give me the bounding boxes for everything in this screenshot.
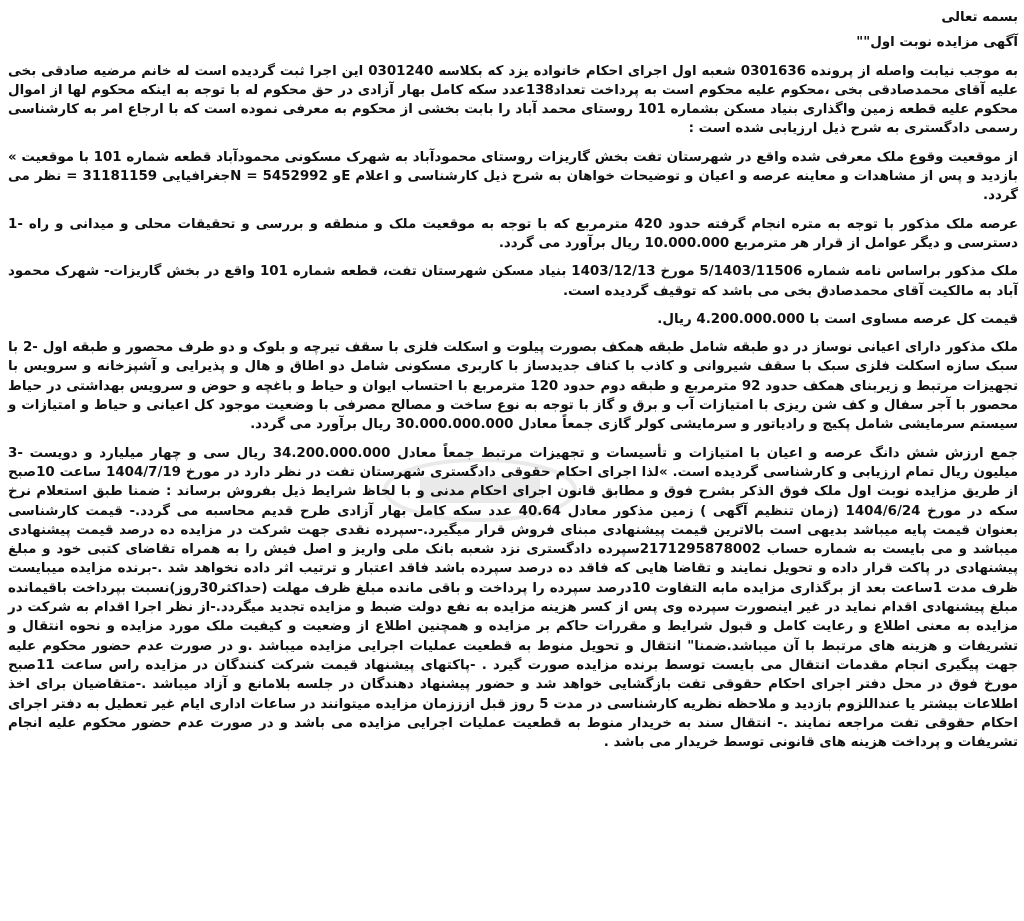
document-title: آگهی مزایده نوبت اول"": [856, 35, 1018, 51]
paragraph-intro: به موجب نیابت واصله از پرونده 0301636 شعبه اول اجرای احکام خانواده یزد که بکلاسه 0301240 این اجرا ثبت گردیده است له خانم مرضیه صادقی بخی علیه آقای محمدصادقی بخی ،محکوم علیه محکوم است به پرداخت تعداد138عدد سکه کامل بهار آزادی در حق محکوم له با توجه به اینکه محکوم لها از اموال محکوم علیه قطعه زمین واگذاری بنیاد مسکن بشماره 101 روستای محمد آباد را بابت بخشی از محکوم به معرفی نموده است که با ارجاع امر به کارشناسی رسمی دادگستری به شرح ذیل ارزیابی شده است :: [8, 63, 1019, 137]
paragraph-land-price: قیمت کل عرصه مساوی است با 4.200.000.000 ریال.: [657, 311, 1018, 327]
document-header: بسمه تعالی: [941, 10, 1018, 25]
paragraph-land: عرصه ملک مذکور با توجه به متره انجام گرفته حدود 420 مترمربع که با توجه به موقعیت ملک و منطقه و بررسی و تحقیقات محلی و میدانی و راه -1 دسترسی و دیگر عوامل از قرار هر مترمربع 10.000.000 ریال برآورد می گردد.: [8, 216, 1018, 251]
paragraph-building: ملک مذکور دارای اعیانی نوساز در دو طبقه شامل طبقه همکف بصورت پیلوت و اسکلت فلزی با سقف تیرچه و بلوک و دو طرف محصور و طبقه اول -2 با سبک سازه اسکلت فلزی سبک با سقف شیروانی و کاذب با کناف جدیدساز با کاربری مسکونی شامل دو اطاق و هال و پذیرایی و آشپزخانه و سرویس با تجهیزات مرتبط و زیربنای همکف حدود 92 مترمربع و طبقه دوم حدود 120 مترمربع با احتساب ایوان و حیاط و باغچه و حوض و سرویس بهداشتی در حیاط محصور با آجر سفال و کف شن ریزی با امتیازات آب و برق و گاز با توجه به نوع ساخت و مصالح مصرفی با وضعیت موجود کل اعیانی و حیاط و امتیازات و سیستم سرمایشی شامل پکیج و رادیاتور و سرمایشی کولر گازی جمعاً معادل 30.000.000.000 ریال برآورد می گردد.: [8, 340, 1019, 433]
paragraph-auction-terms: جمع ارزش شش دانگ عرصه و اعیان با امتیازات و تأسیسات و تجهیزات مرتبط جمعاً معادل 34.200.000.000 ریال سی و چهار میلیارد و دویست -3 میلیون ریال تمام ارزیابی و کارشناسی گردیده است. »لذا اجرای احکام حقوقی دادگستری شهرستان تفت در نظر دارد در مورخ 1404/7/19 ساعت 10صبح از طریق مزایده نوبت اول ملک فوق الذکر بشرح فوق و مطابق قانون اجرای احکام مدنی و با لحاظ شرایط ذیل بفروش برساند : ضمنا طبق استعلام نرخ سکه در مورخ 1404/6/24 (زمان تنظیم آگهی ) زمین مذکور معادل 40.64 عدد سکه کامل بهار آزادی طرح قدیم محاسبه می گردد.- قیمت کارشناسی بعنوان قیمت پایه میباشد بدیهی است بالاترین قیمت پیشنهادی مبنای فروش قرار میگیرد.-سپرده نقدی جهت شرکت در مزایده ده درصد قیمت پیشنهادی میباشد و می بایست به شماره حساب 2171295878002سپرده دادگستری نزد شعبه بانک ملی واریز و اصل فیش را به همراه تقاضای کتبی خود و مبلغ پیشنهادی در پاکت قرار داده و تحویل نمایند و تقاضا هایی که فاقد ده درصد سپرده باشد فاقد اعتبار و ترتیب اثر داده نخواهد شد .-برنده مزایده میبایست ظرف مدت 1ساعت بعد از برگذاری مزایده مابه التفاوت 10درصد سپرده را پرداخت و باقی مانده مبلغ ظرف مهلت (حداکثر30روز)نسبت بپرداخت باقیمانده مبلغ پیشنهادی اقدام نماید در غیر اینصورت سپرده وی پس از کسر هزینه مزایده به نفع دولت ضبط و مزایده تجدید میگردد.-از نظر اجرا اقدام به شرکت در مزایده به معنی اطلاع و رعایت کامل و قبول شرایط و مقررات حاکم بر مزایده و همچنین اطلاع از وضعیت و کیفیت ملک مورد مزایده و نحوه انتقال و تشریفات و هزینه های مرتبط با آن میباشد.ضمنا" انتقال و تحویل منوط به قطعیت عملیات اجرایی مزایده میباشد .و در صورت عدم حضور محکوم علیه جهت پیگیری انجام مقدمات انتقال می بایست توسط برنده مزایده صورت گیرد . -پاکتهای پیشنهاد قیمت شرکت کنندگان در مزایده راس ساعت 11صبح مورخ فوق در محل دفتر اجرای احکام حقوقی تفت بازگشایی خواهد شد و حضور پیشنهاد دهندگان در جلسه بلامانع و آزاد میباشد .-متقاضیان برای اخذ اطلاعات بیشتر یا عنداللزوم بازدید و ملاحظه نظریه کارشناسی در مدت 5 روز قبل ازززمان مزایده میتوانند در ساعات اداری ایام غیر تعطیل به دفتر اجرای احکام حقوقی تفت مراجعه نمایند .- انتقال سند به خریدار منوط به قطعیت عملیات اجرایی مزایده می باشد و در صورت عدم حضور محکوم علیه انجام تشریفات و پرداخت هزینه های قانونی توسط خریدار می باشد .: [8, 445, 1019, 751]
paragraph-ownership: ملک مذکور براساس نامه شماره 5/1403/11506 مورخ 1403/12/13 بنیاد مسکن شهرستان تفت، قطعه شماره 101 واقع در بخش گاریزات- شهرک محمود آباد به مالکیت آقای محمدصادق بخی می باشد که توقیف گردیده است.: [8, 264, 1018, 299]
paragraph-location: از موقعیت وقوع ملک معرفی شده واقع در شهرستان تفت بخش گاریزات روستای محمودآباد به شهرک مسکونی محمودآباد قطعه شماره 101 با موقعیت » بازدید و پس از مشاهدات و معاینه عرصه و اعیان و توضیحات خواهان به شرح ذیل کارشناسی و اعلام Eو 5452992 = Nجغرافیایی 31181159 = نظر می گردد.: [8, 149, 1018, 204]
